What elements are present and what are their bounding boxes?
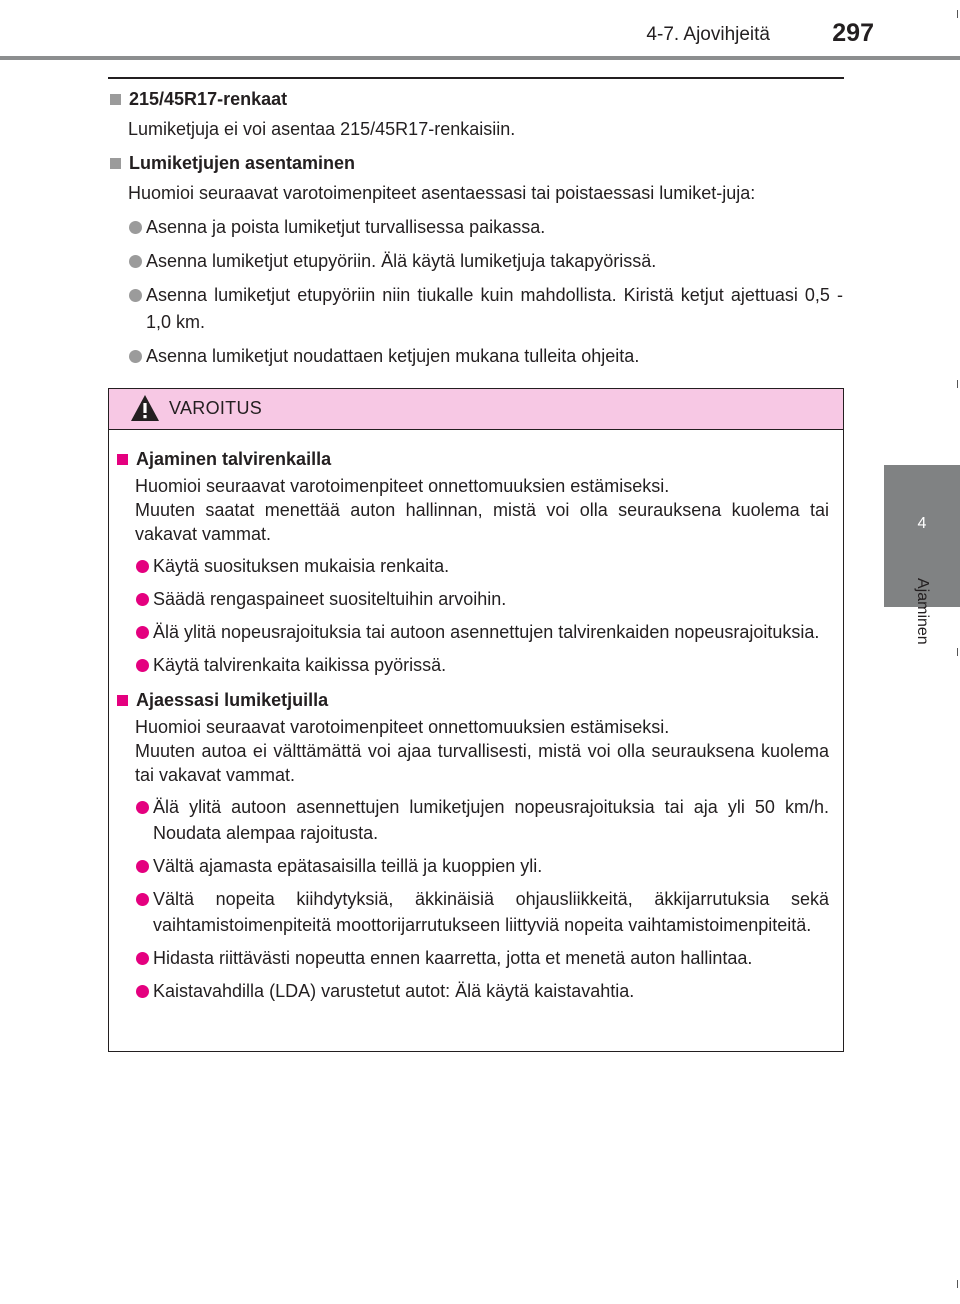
- round-bullet-icon: [136, 560, 149, 573]
- warning-title: VAROITUS: [169, 398, 263, 418]
- page-number: 297: [832, 19, 874, 47]
- section-heading: [108, 87, 843, 111]
- warning-section: [115, 688, 829, 1004]
- section-block: [108, 151, 843, 370]
- warning-heading-text: Ajaminen talvirenkailla: [136, 449, 332, 469]
- warning-bullet-item: [115, 794, 829, 846]
- warning-body: [109, 430, 843, 1004]
- warning-text: Huomioi seuraavat varotoimenpiteet onnettomuuksien estämiseksi.: [135, 717, 670, 737]
- warning-text: Huomioi seuraavat varotoimenpiteet onnettomuuksien estämiseksi.: [135, 476, 670, 496]
- section-heading-text: 215/45R17-renkaat: [129, 89, 288, 109]
- chapter-label: Ajaminen: [914, 578, 931, 645]
- square-bullet-icon: [110, 158, 121, 169]
- top-rule: [108, 77, 844, 79]
- crop-mark: [957, 10, 958, 18]
- bullet-item: [108, 248, 843, 275]
- bullet-item: [108, 343, 843, 370]
- warning-bullet-item: [115, 853, 829, 879]
- warning-section: [115, 447, 829, 678]
- warning-bullet-text: Käytä suosituksen mukaisia renkaita.: [153, 556, 450, 576]
- warning-header: [109, 389, 843, 430]
- bullet-item: [108, 282, 843, 336]
- header-bar: [0, 56, 960, 60]
- warning-bullet-item: [115, 978, 829, 1004]
- round-bullet-icon: [136, 626, 149, 639]
- round-bullet-icon: [129, 221, 142, 234]
- bullet-text: Asenna ja poista lumiketjut turvallisessa paikassa.: [146, 217, 546, 237]
- round-bullet-icon: [136, 659, 149, 672]
- round-bullet-icon: [136, 801, 149, 814]
- section-text: Huomioi seuraavat varotoimenpiteet asentaessasi tai poistaessasi lumiket-juja:: [128, 183, 756, 203]
- warning-heading-text: Ajaessasi lumiketjuilla: [136, 690, 329, 710]
- warning-bullet-text: Vältä ajamasta epätasaisilla teillä ja kuoppien yli.: [153, 856, 543, 876]
- bullet-text: Asenna lumiketjut noudattaen ketjujen mukana tulleita ohjeita.: [146, 346, 640, 366]
- bullet-text: Asenna lumiketjut etupyöriin. Älä käytä lumiketjuja takapyörissä.: [146, 251, 657, 271]
- square-bullet-icon: [117, 454, 128, 465]
- crop-mark: [957, 1280, 958, 1288]
- crop-mark: [957, 648, 958, 656]
- warning-bullet-text: Älä ylitä autoon asennettujen lumiketjujen nopeusrajoituksia tai aja yli 50 km/h. Noudata alempaa rajoitusta.: [153, 797, 829, 843]
- warning-triangle-icon: [130, 394, 160, 422]
- warning-section-heading: [115, 447, 829, 471]
- warning-bullet-text: Vältä nopeita kiihdytyksiä, äkkinäisiä ohjausliikkeitä, äkkijarrutuksia sekä vaihtamistoimenpiteitä moottorijarrutukseen liittyviä nopeita vaihtamistoimenpiteitä.: [153, 889, 829, 935]
- round-bullet-icon: [136, 893, 149, 906]
- warning-bullet-item: [115, 553, 829, 579]
- section-block: [108, 87, 843, 143]
- warning-section-heading: [115, 688, 829, 712]
- warning-bullet-item: [115, 619, 829, 645]
- round-bullet-icon: [136, 985, 149, 998]
- section-text: Lumiketjuja ei voi asentaa 215/45R17-renkaisiin.: [128, 119, 516, 139]
- section-heading: [108, 151, 843, 175]
- warning-bullet-text: Säädä rengaspaineet suositeltuihin arvoihin.: [153, 589, 507, 609]
- chapter-number: 4: [917, 515, 927, 532]
- header-section-title: 4-7. Ajovihjeitä: [646, 24, 770, 45]
- warning-text: Muuten autoa ei välttämättä voi ajaa turvallisesti, mistä voi olla seurauksena kuolema tai vakavat vammat.: [135, 741, 829, 785]
- crop-mark: [957, 380, 958, 388]
- warning-bullet-item: [115, 652, 829, 678]
- warning-bullet-item: [115, 886, 829, 938]
- warning-bullet-item: [115, 586, 829, 612]
- bullet-text: Asenna lumiketjut etupyöriin niin tiukalle kuin mahdollista. Kiristä ketjut ajettuasi 0,5 - 1,0 km.: [146, 285, 843, 332]
- warning-bullet-text: Kaistavahdilla (LDA) varustetut autot: Älä käytä kaistavahtia.: [153, 981, 635, 1001]
- warning-bullet-text: Älä ylitä nopeusrajoituksia tai autoon asennettujen talvirenkaiden nopeusrajoituksia.: [153, 622, 820, 642]
- section-heading-text: Lumiketjujen asentaminen: [129, 153, 356, 173]
- warning-bullet-text: Hidasta riittävästi nopeutta ennen kaarretta, jotta et menetä auton hallintaa.: [153, 948, 753, 968]
- round-bullet-icon: [136, 952, 149, 965]
- round-bullet-icon: [129, 350, 142, 363]
- warning-box: [108, 388, 844, 1052]
- round-bullet-icon: [136, 593, 149, 606]
- square-bullet-icon: [117, 695, 128, 706]
- round-bullet-icon: [129, 255, 142, 268]
- square-bullet-icon: [110, 94, 121, 105]
- bullet-item: [108, 214, 843, 241]
- warning-bullet-item: [115, 945, 829, 971]
- round-bullet-icon: [129, 289, 142, 302]
- round-bullet-icon: [136, 860, 149, 873]
- warning-bullet-text: Käytä talvirenkaita kaikissa pyörissä.: [153, 655, 447, 675]
- warning-text: Muuten saatat menettää auton hallinnan, mistä voi olla seurauksena kuolema tai vakavat vammat.: [135, 500, 829, 544]
- main-content: [108, 87, 843, 370]
